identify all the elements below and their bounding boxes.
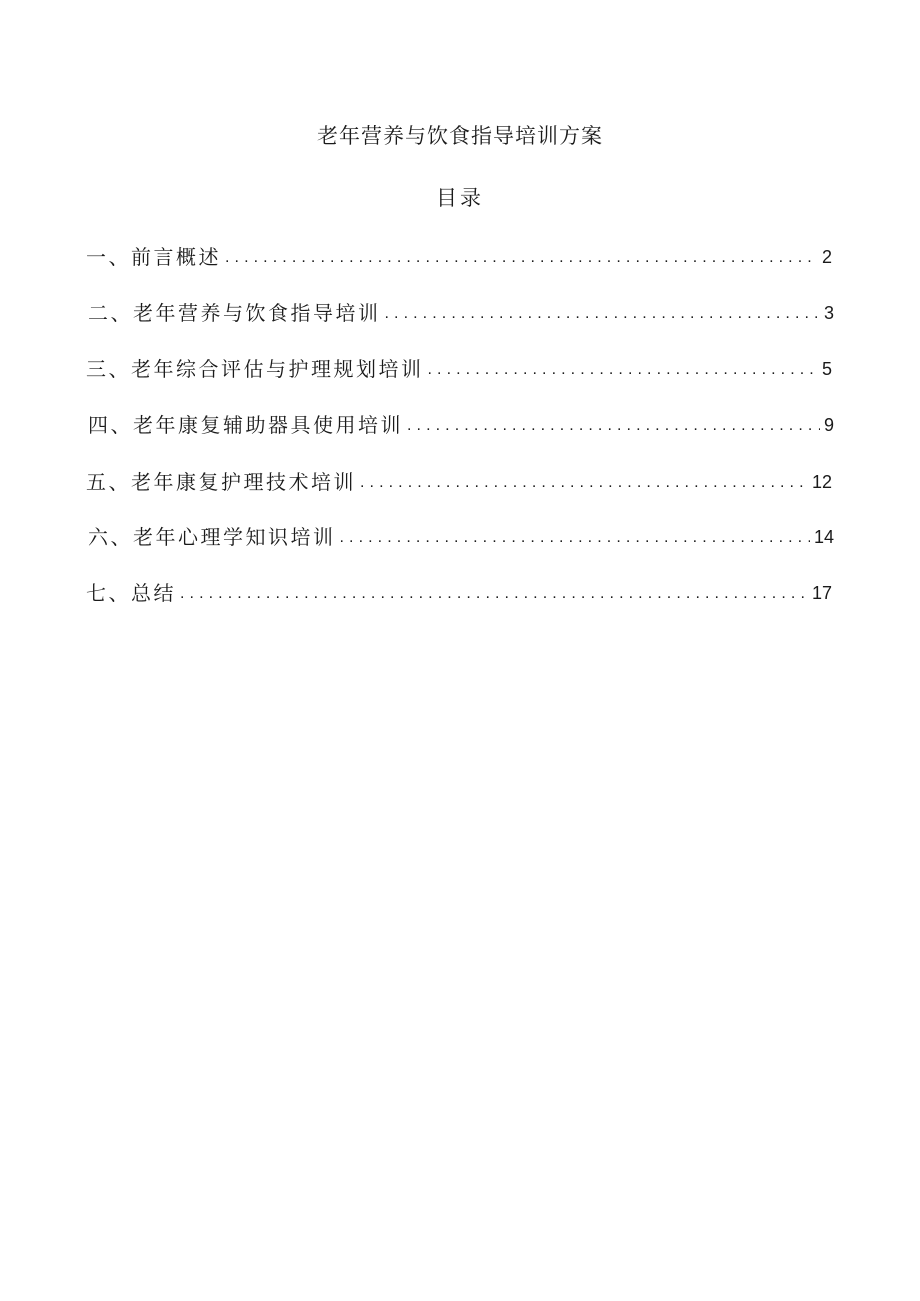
toc-entry[interactable] [88,409,834,439]
toc-entry-label: 五、老年康复护理技术培训 [86,470,356,494]
document-title: 老年营养与饮食指导培训方案 [317,124,603,148]
toc-entry[interactable] [86,241,832,271]
toc-entry-page-number: 9 [823,415,834,435]
toc-dot-leader [407,415,820,437]
toc-entry-label: 一、前言概述 [86,245,221,269]
toc-entry[interactable] [86,577,832,607]
toc-heading: 目录 [436,186,484,210]
toc-dot-leader [360,472,808,494]
toc-entry-label: 二、老年营养与饮食指导培训 [88,301,381,325]
toc-entry[interactable] [88,297,834,327]
toc-dot-leader [385,303,820,325]
toc-entry-label: 七、总结 [86,581,176,605]
toc-entry[interactable] [86,353,832,383]
toc-entry-page-number: 5 [821,359,832,379]
toc-entry[interactable] [86,466,832,496]
toc-entry-page-number: 17 [811,583,832,603]
toc-entry-label: 六、老年心理学知识培训 [88,525,336,549]
toc-entry[interactable] [88,521,834,551]
toc-dot-leader [340,527,810,549]
toc-entry-label: 三、老年综合评估与护理规划培训 [86,357,424,381]
toc-entry-page-number: 2 [821,247,832,267]
toc-entry-page-number: 14 [813,527,834,547]
toc-dot-leader [225,247,818,269]
toc-dot-leader [180,583,808,605]
toc-entry-page-number: 12 [811,472,832,492]
toc-entry-label: 四、老年康复辅助器具使用培训 [88,413,403,437]
toc-dot-leader [428,359,818,381]
toc-entry-page-number: 3 [823,303,834,323]
